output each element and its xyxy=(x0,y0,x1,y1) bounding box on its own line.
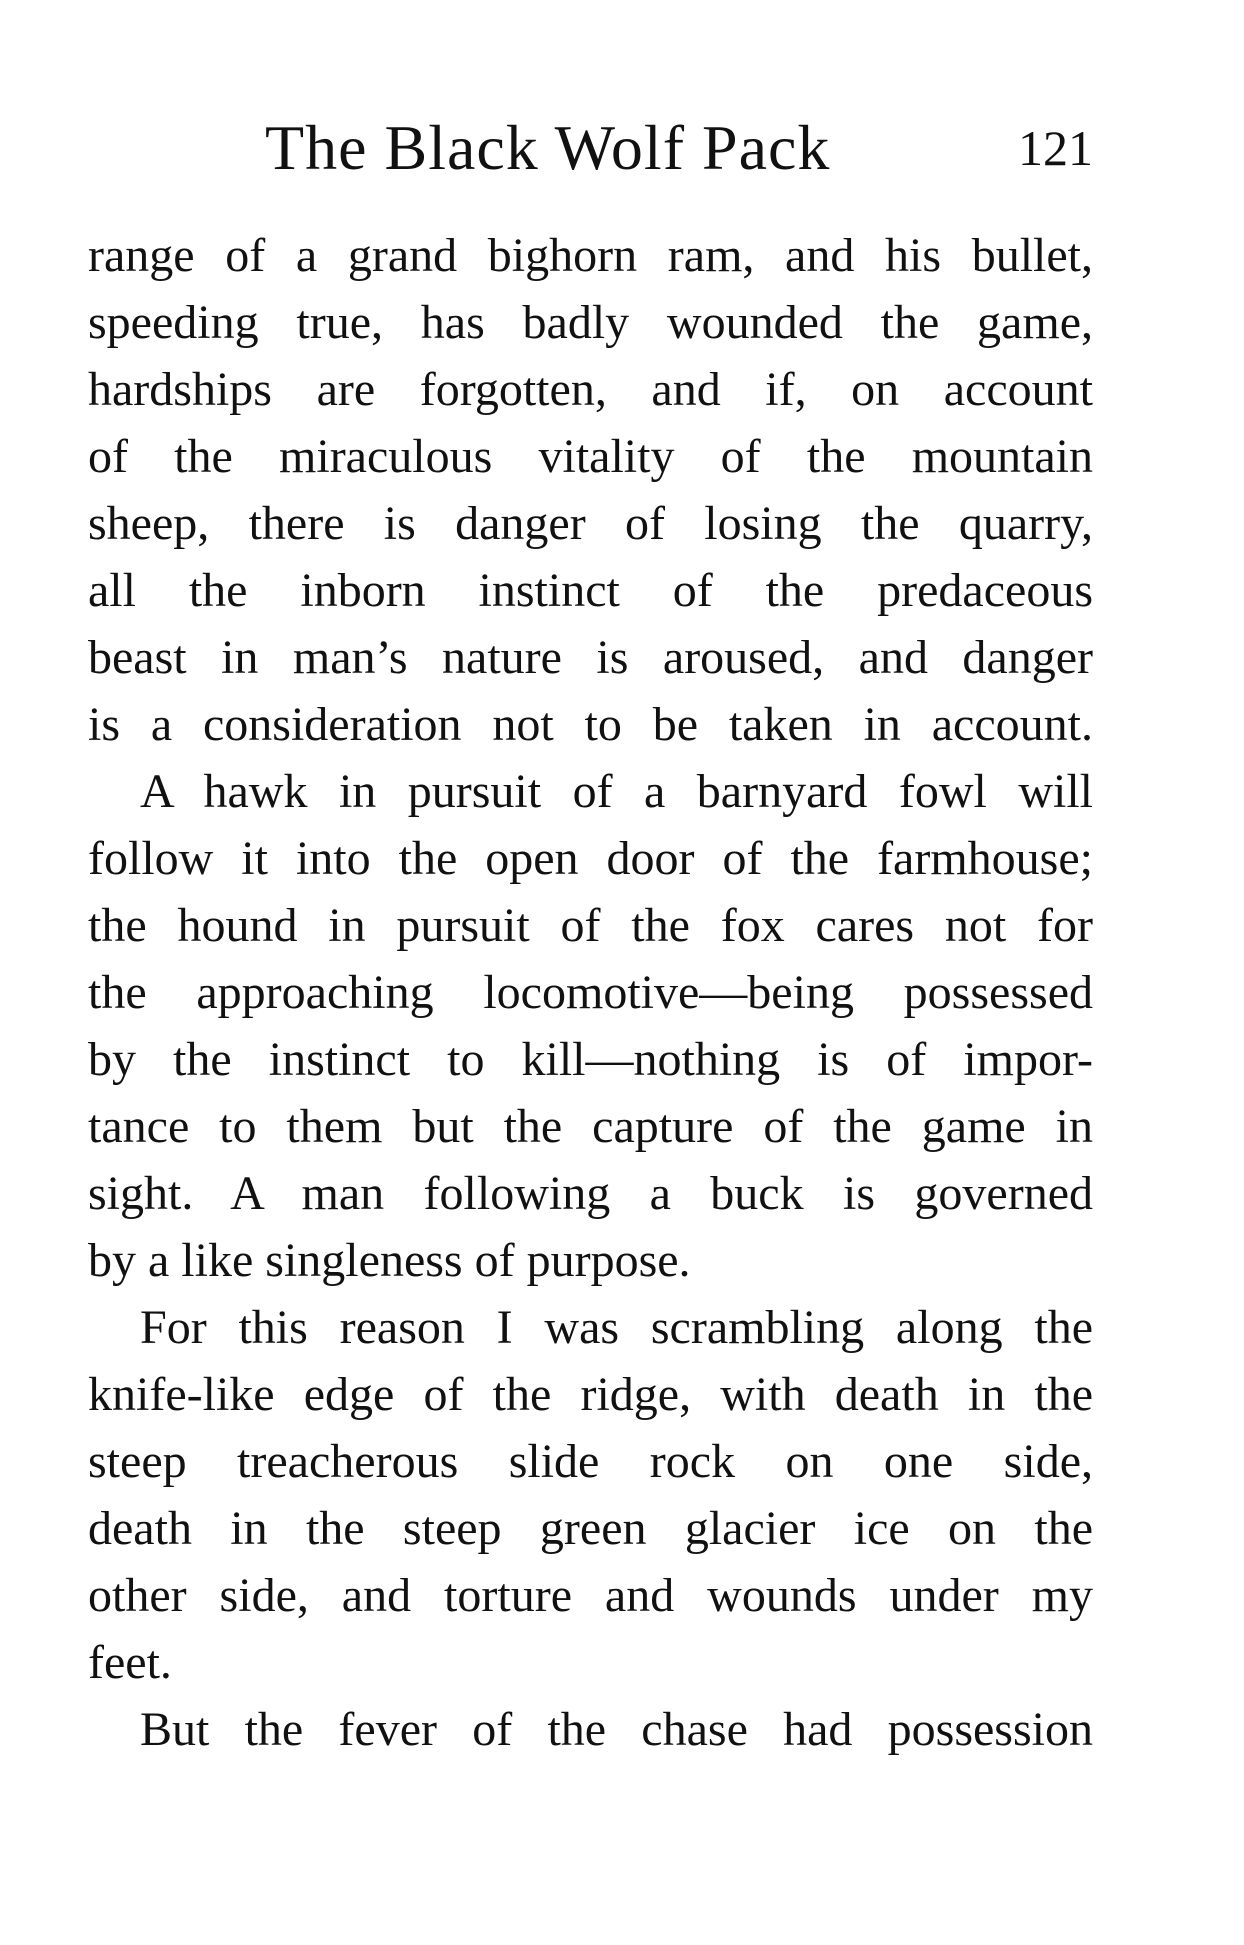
page-number: 121 xyxy=(1018,120,1093,176)
text-line: A hawk in pursuit of a barnyard fowl will xyxy=(140,765,1093,818)
text-line: hardships are forgotten, and if, on account xyxy=(88,363,1093,416)
body-text xyxy=(88,222,1093,1763)
text-line: steep treacherous slide rock on one side, xyxy=(88,1435,1093,1488)
text-line: feet. xyxy=(88,1636,172,1689)
text-line: death in the steep green glacier ice on the xyxy=(88,1502,1093,1555)
text-line: all the inborn instinct of the predaceous xyxy=(88,564,1093,617)
text-line: range of a grand bighorn ram, and his bullet, xyxy=(88,229,1093,282)
text-line: is a consideration not to be taken in account. xyxy=(88,698,1093,751)
paragraph-3 xyxy=(88,1294,1093,1696)
text-line: the hound in pursuit of the fox cares not for xyxy=(88,899,1093,952)
text-line: the approaching locomotive—being possessed xyxy=(88,966,1093,1019)
paragraph-4 xyxy=(88,1696,1093,1763)
text-line: follow it into the open door of the farmhouse; xyxy=(88,832,1093,885)
text-line: speeding true, has badly wounded the game, xyxy=(88,296,1093,349)
running-header xyxy=(88,108,1093,188)
running-title: The Black Wolf Pack xyxy=(265,112,831,183)
paragraph-2 xyxy=(88,758,1093,1294)
text-line: tance to them but the capture of the game in xyxy=(88,1100,1093,1153)
text-line: other side, and torture and wounds under my xyxy=(88,1569,1093,1622)
paragraph-1 xyxy=(88,222,1093,758)
text-line: sheep, there is danger of losing the quarry, xyxy=(88,497,1093,550)
text-line: For this reason I was scrambling along the xyxy=(140,1301,1093,1354)
text-line: by a like singleness of purpose. xyxy=(88,1234,691,1287)
text-line: knife-like edge of the ridge, with death in the xyxy=(88,1368,1093,1421)
text-line: by the instinct to kill—nothing is of impor- xyxy=(88,1033,1093,1086)
text-line: of the miraculous vitality of the mountain xyxy=(88,430,1093,483)
text-line: beast in man’s nature is aroused, and danger xyxy=(88,631,1093,684)
text-line: But the fever of the chase had possession xyxy=(140,1703,1093,1756)
text-line: sight. A man following a buck is governed xyxy=(88,1167,1093,1220)
